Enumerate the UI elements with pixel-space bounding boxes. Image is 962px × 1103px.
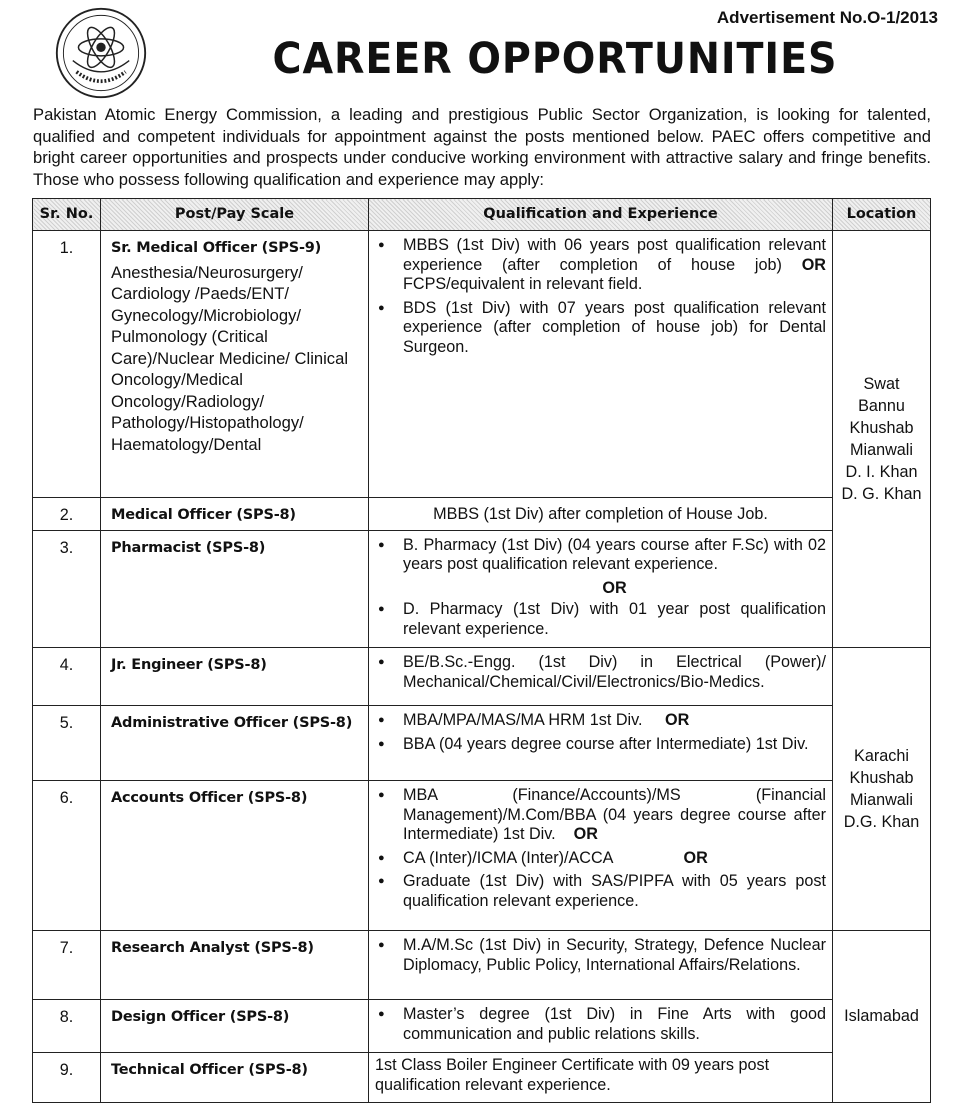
location: Mianwali [850,440,913,459]
location-cell [833,931,931,1103]
header-post: Post/Pay Scale [101,199,369,231]
qualification-item: ● BE/B.Sc.-Engg. (1st Div) in Electrical (Power)/ Mechanical/Chemical/Civil/Electronics/Bio-Medics. [375,653,826,692]
location: Mianwali [850,790,913,809]
qualification-item: ● D. Pharmacy (1st Div) with 01 year post qualification relevant experience. [375,600,826,639]
location: Islamabad [844,1007,919,1025]
sr-no: 4. [33,648,101,706]
specializations: Anesthesia/Neurosurgery/ Cardiology /Paeds/ENT/ Gynecology/Microbiology/ Pulmonology (Critical Care)/Nuclear Medicine/ Clinical Oncology/Medical Oncology/Radiology/ Pathology/Histopathology/ Haematology/Dental [111,262,349,454]
table-row [33,498,931,531]
qualification-cell: 1st Class Boiler Engineer Certificate with 09 years post qualification relevant experience. [369,1053,833,1103]
location: D. G. Khan [841,484,922,503]
atom-emblem-icon [54,6,148,100]
qualification-cell [369,231,833,498]
sr-no: 3. [33,530,101,648]
table-row [33,648,931,706]
location: Khushab [849,768,914,787]
post-cell [101,931,369,1000]
post-title: Accounts Officer (SPS-8) [111,790,308,806]
qualification-item: ● MBBS (1st Div) with 06 years post qualification relevant experience (after completion of house job) OR FCPS/equivalent in relevant field. [375,236,826,295]
qualification-cell [369,781,833,931]
header-sr-no: Sr. No. [33,199,101,231]
sr-no: 1. [33,231,101,498]
post-title: Research Analyst (SPS-8) [111,940,314,956]
location: Karachi [854,746,909,765]
table-row [33,781,931,931]
qualification-item: ● MBA/MPA/MAS/MA HRM 1st Div. OR [375,711,826,731]
post-title: Administrative Officer (SPS-8) [111,715,353,731]
sr-no: 8. [33,1000,101,1053]
post-title: Sr. Medical Officer (SPS-9) [111,240,322,256]
table-header-row [33,199,931,231]
header-qualification: Qualification and Experience [369,199,833,231]
or-label: OR [602,578,627,597]
location: Khushab [849,418,914,437]
sr-no: 6. [33,781,101,931]
post-cell [101,1000,369,1053]
post-title: Medical Officer (SPS-8) [111,507,296,523]
page-title: CAREER OPPORTUNITIES [272,34,838,84]
location: D. I. Khan [845,462,918,481]
sr-no: 9. [33,1053,101,1103]
qualification-cell [369,530,833,648]
post-title: Design Officer (SPS-8) [111,1009,290,1025]
advertisement-number: Advertisement No.O-1/2013 [716,8,938,27]
qualification-item: ● BBA (04 years degree course after Intermediate) 1st Div. [375,735,826,755]
qualification-item: ● Master’s degree (1st Div) in Fine Arts with good communication and public relations skills. [375,1005,826,1044]
table-row [33,931,931,1000]
or-label: OR [683,848,708,867]
qualification-cell [369,1000,833,1053]
sr-no: 5. [33,706,101,781]
table-row [33,706,931,781]
post-title: Pharmacist (SPS-8) [111,539,266,556]
qualification-cell [369,706,833,781]
post-cell [101,530,369,648]
table-row [33,231,931,498]
qualification-item: ● MBA (Finance/Accounts)/MS (Financial Management)/M.Com/BBA (04 years degree course after Intermediate) 1st Div. OR [375,786,826,845]
post-cell [101,781,369,931]
post-cell [101,231,369,498]
qualification-cell [369,931,833,1000]
qualification-item: ● BDS (1st Div) with 07 years post qualification relevant experience (after completion of house job) for Dental Surgeon. [375,299,826,358]
header-location: Location [833,199,931,231]
post-cell [101,706,369,781]
location: Swat [863,374,900,393]
qualification-cell [369,648,833,706]
location-cell [833,231,931,648]
qualification-item: ● M.A/M.Sc (1st Div) in Security, Strategy, Defence Nuclear Diplomacy, Public Policy, International Affairs/Relations. [375,936,826,975]
or-label: OR [801,255,826,274]
post-title: Jr. Engineer (SPS-8) [111,657,267,673]
table-row [33,1000,931,1053]
post-cell [101,1053,369,1103]
or-label: OR [665,711,690,729]
location-cell [833,648,931,931]
table-row [33,530,931,648]
sr-no: 7. [33,931,101,1000]
sr-no: 2. [33,498,101,531]
or-label: OR [573,825,598,843]
table-row [33,1053,931,1103]
post-title: Technical Officer (SPS-8) [111,1062,308,1078]
qualification-item: ● Graduate (1st Div) with SAS/PIPFA with 05 years post qualification relevant experience. [375,872,826,911]
qualification-cell: MBBS (1st Div) after completion of House Job. [369,498,833,531]
qualification-item: ● CA (Inter)/ICMA (Inter)/ACCA OR [375,849,826,869]
posts-table [32,198,931,1103]
qualification-item: ● B. Pharmacy (1st Div) (04 years course after F.Sc) with 02 years post qualification relevant experience. [375,536,826,575]
post-cell [101,648,369,706]
location: D.G. Khan [843,812,920,831]
location: Bannu [858,396,905,415]
intro-paragraph: Pakistan Atomic Energy Commission, a leading and prestigious Public Sector Organization, is looking for talented, qualified and competent individuals for appointment against the posts mentioned below. PAEC offers competitive and bright career opportunities and prospects under conducive working environment with attractive salary and fringe benefits. Those who possess following qualification and experience may apply: [33,105,931,189]
post-cell [101,498,369,531]
